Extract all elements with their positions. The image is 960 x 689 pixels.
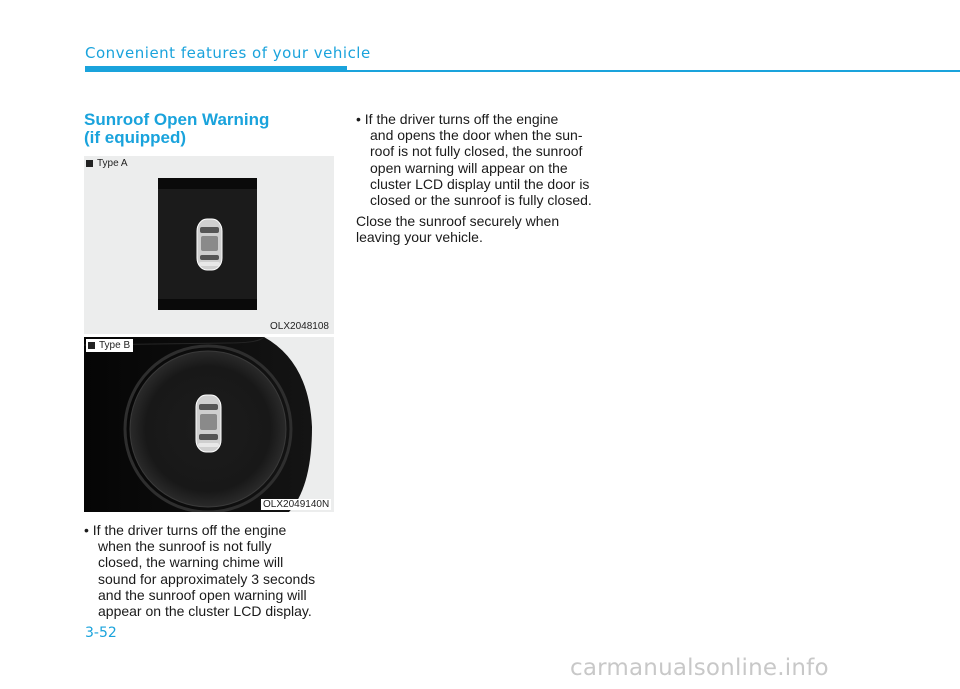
type-a-label bbox=[86, 158, 128, 169]
bullet-line: closed, the warning chime will bbox=[98, 554, 284, 571]
bullet-line: and the sunroof open warning will bbox=[98, 586, 307, 603]
lcd-screen-type-a bbox=[158, 178, 257, 310]
bullet-line: open warning will appear on the bbox=[370, 159, 568, 176]
type-b-label-text: Type B bbox=[99, 340, 131, 351]
square-bullet-icon bbox=[86, 160, 93, 167]
header-rule-thick bbox=[85, 66, 347, 72]
bullet-line: appear on the cluster LCD display. bbox=[98, 603, 312, 620]
note-line: Close the sunroof securely when bbox=[356, 213, 560, 229]
bullet-line: closed or the sunroof is fully closed. bbox=[370, 192, 592, 209]
figure-code-b: OLX2049140N bbox=[263, 499, 330, 510]
bullet-line: • If the driver turns off the engine bbox=[356, 111, 559, 127]
header-section-title: Convenient features of your vehicle bbox=[85, 44, 371, 62]
cluster-gauge-illustration bbox=[84, 337, 334, 512]
bullet-line: sound for approximately 3 seconds bbox=[98, 570, 316, 587]
bullet-line: roof is not fully closed, the sunroof bbox=[370, 143, 583, 160]
car-topview-icon bbox=[158, 178, 257, 310]
type-b-label bbox=[86, 339, 133, 352]
bullet-engine-off-warning bbox=[84, 522, 336, 619]
header-rule-thin bbox=[347, 70, 960, 72]
section-title bbox=[84, 111, 344, 147]
figure-type-b bbox=[84, 337, 334, 512]
note-line: leaving your vehicle. bbox=[356, 229, 483, 246]
type-a-label-text: Type A bbox=[97, 158, 128, 169]
bullet-line: and opens the door when the sun- bbox=[370, 127, 583, 144]
bullet-line: when the sunroof is not fully bbox=[98, 538, 272, 555]
bullet-line: cluster LCD display until the door is bbox=[370, 175, 590, 192]
watermark-text: carmanualsonline.info bbox=[570, 655, 829, 681]
section-title-line2: (if equipped) bbox=[84, 128, 186, 147]
note-paragraph bbox=[356, 213, 608, 245]
section-title-line1: Sunroof Open Warning bbox=[84, 110, 270, 129]
figure-code-a: OLX2048108 bbox=[270, 321, 329, 332]
bullet-door-open-warning bbox=[356, 111, 608, 208]
square-bullet-icon bbox=[88, 342, 95, 349]
page-number: 3-52 bbox=[85, 625, 117, 641]
bullet-line: • If the driver turns off the engine bbox=[84, 522, 287, 538]
